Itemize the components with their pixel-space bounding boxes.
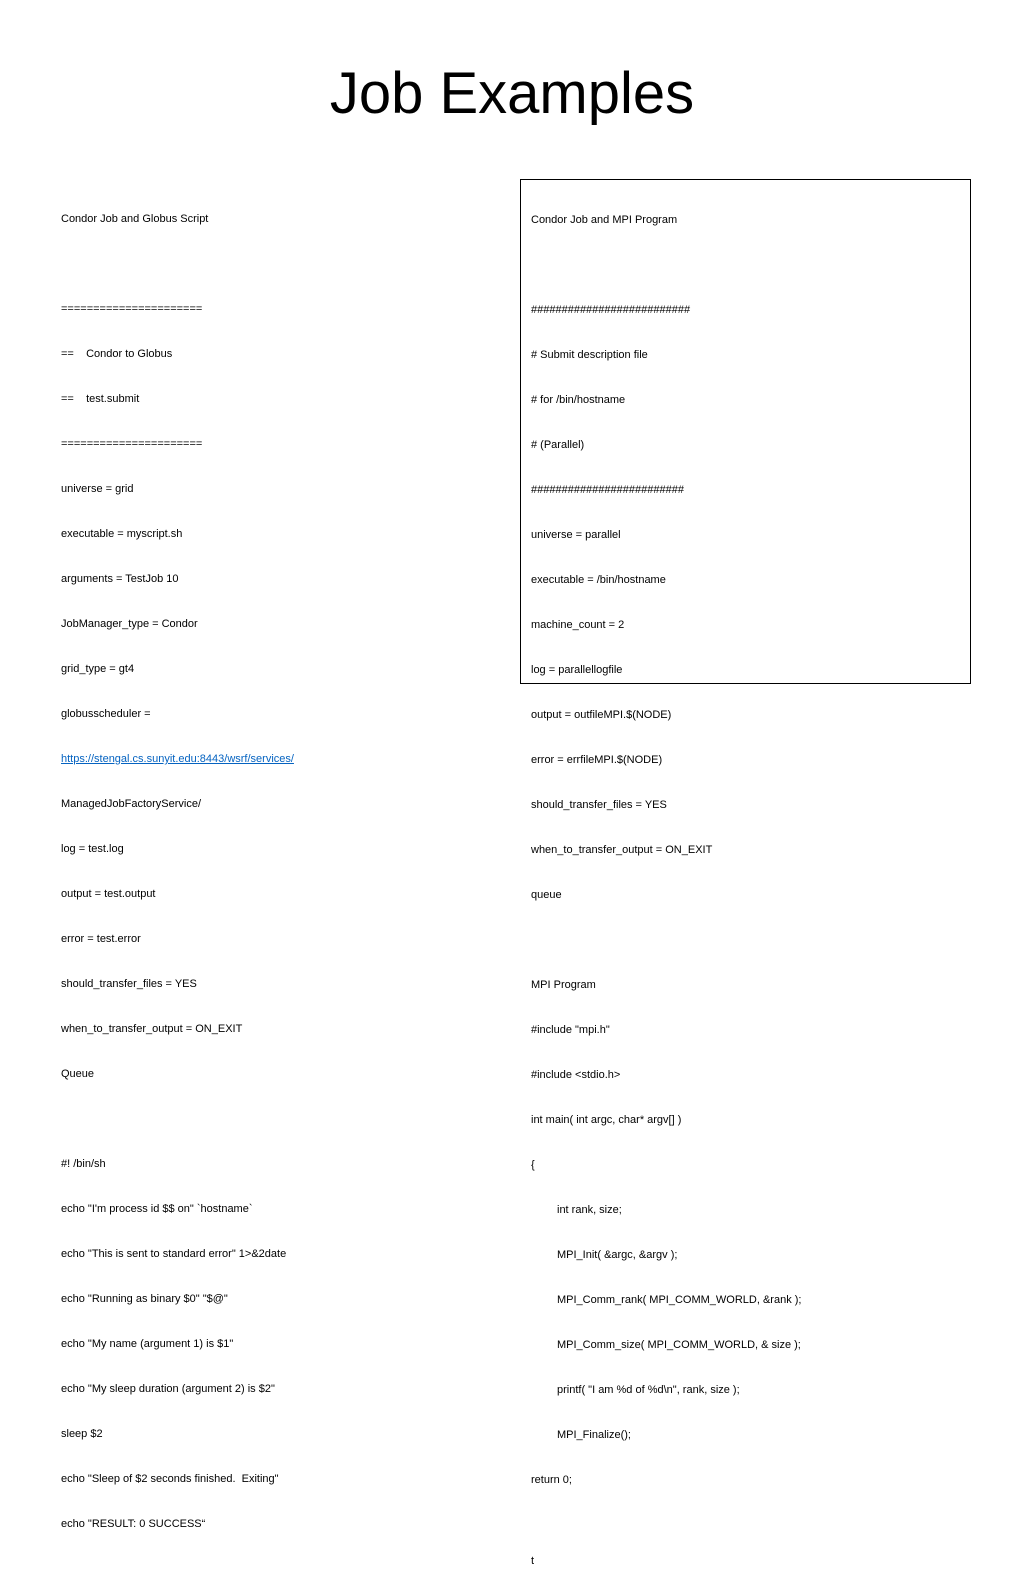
code-line: globusscheduler = <box>61 708 151 720</box>
program-body-line: MPI_Comm_size( MPI_COMM_WORLD, & size ); <box>557 1339 801 1351</box>
code-line: ManagedJobFactoryService/ <box>61 798 202 810</box>
program-body-line: MPI_Init( &argc, &argv ); <box>557 1249 678 1261</box>
blank-line <box>61 1112 501 1127</box>
submit-line: error = errfileMPI.$(NODE) <box>531 754 663 766</box>
code-line: Queue <box>61 1068 95 1080</box>
submit-line: output = outfileMPI.$(NODE) <box>531 709 672 721</box>
left-heading: Condor Job and Globus Script <box>61 213 209 225</box>
submit-line: # Submit description file <box>531 349 648 361</box>
blank-line <box>531 258 970 273</box>
code-line: ====================== <box>61 438 203 450</box>
submit-line: ######################### <box>531 484 684 496</box>
submit-line: log = parallellogfile <box>531 664 623 676</box>
submit-line: should_transfer_files = YES <box>531 799 667 811</box>
program-heading: MPI Program <box>531 979 596 991</box>
script-line: echo "I'm process id $$ on" `hostname` <box>61 1203 253 1215</box>
blank-line <box>61 257 501 272</box>
script-line: echo "My sleep duration (argument 2) is $2" <box>61 1383 275 1395</box>
script-line: echo "Sleep of $2 seconds finished. Exiting" <box>61 1473 279 1485</box>
code-line: when_to_transfer_output = ON_EXIT <box>61 1023 243 1035</box>
submit-line: machine_count = 2 <box>531 619 625 631</box>
program-line: { <box>531 1159 535 1171</box>
program-body-line: MPI_Comm_rank( MPI_COMM_WORLD, &rank ); <box>557 1294 802 1306</box>
program-body-line: int rank, size; <box>557 1204 622 1216</box>
program-return-line: return 0; <box>531 1474 572 1486</box>
script-line: echo "RESULT: 0 SUCCESS“ <box>61 1518 206 1530</box>
code-line: executable = myscript.sh <box>61 528 183 540</box>
blank-line <box>531 933 970 948</box>
code-line: arguments = TestJob 10 <box>61 573 179 585</box>
globusscheduler-line <box>61 752 501 767</box>
code-line: == test.submit <box>61 393 140 405</box>
left-column-condor-globus <box>61 182 501 1547</box>
spacer <box>531 1518 970 1524</box>
code-line: error = test.error <box>61 933 141 945</box>
program-line: #include <stdio.h> <box>531 1069 621 1081</box>
code-line: == Condor to Globus <box>61 348 173 360</box>
code-line: ====================== <box>61 303 203 315</box>
script-line: sleep $2 <box>61 1428 103 1440</box>
submit-line: universe = parallel <box>531 529 621 541</box>
submit-line: # for /bin/hostname <box>531 394 626 406</box>
code-line: universe = grid <box>61 483 134 495</box>
submit-line: # (Parallel) <box>531 439 585 451</box>
script-line: echo "My name (argument 1) is $1" <box>61 1338 234 1350</box>
globusscheduler-link[interactable]: https://stengal.cs.sunyit.edu:8443/wsrf/services/ <box>61 753 294 765</box>
code-line: should_transfer_files = YES <box>61 978 197 990</box>
code-line: grid_type = gt4 <box>61 663 135 675</box>
slide-title: Job Examples <box>329 61 695 126</box>
right-heading: Condor Job and MPI Program <box>531 214 678 226</box>
program-body-line: printf( "I am %d of %d\n", rank, size ); <box>557 1384 740 1396</box>
program-trailer-line: t <box>531 1555 535 1567</box>
script-line: echo "Running as binary $0" "$@" <box>61 1293 228 1305</box>
right-column-condor-mpi <box>520 179 971 1567</box>
script-line: #! /bin/sh <box>61 1158 106 1170</box>
submit-line: when_to_transfer_output = ON_EXIT <box>531 844 713 856</box>
submit-line: ########################## <box>531 304 691 316</box>
script-line: echo "This is sent to standard error" 1>&2date <box>61 1248 287 1260</box>
submit-line: executable = /bin/hostname <box>531 574 666 586</box>
code-line: JobManager_type = Condor <box>61 618 198 630</box>
submit-line: queue <box>531 889 562 901</box>
program-line: #include "mpi.h" <box>531 1024 610 1036</box>
code-line: log = test.log <box>61 843 124 855</box>
program-body-line: MPI_Finalize(); <box>557 1429 631 1441</box>
code-line: output = test.output <box>61 888 156 900</box>
program-line: int main( int argc, char* argv[] ) <box>531 1114 682 1126</box>
